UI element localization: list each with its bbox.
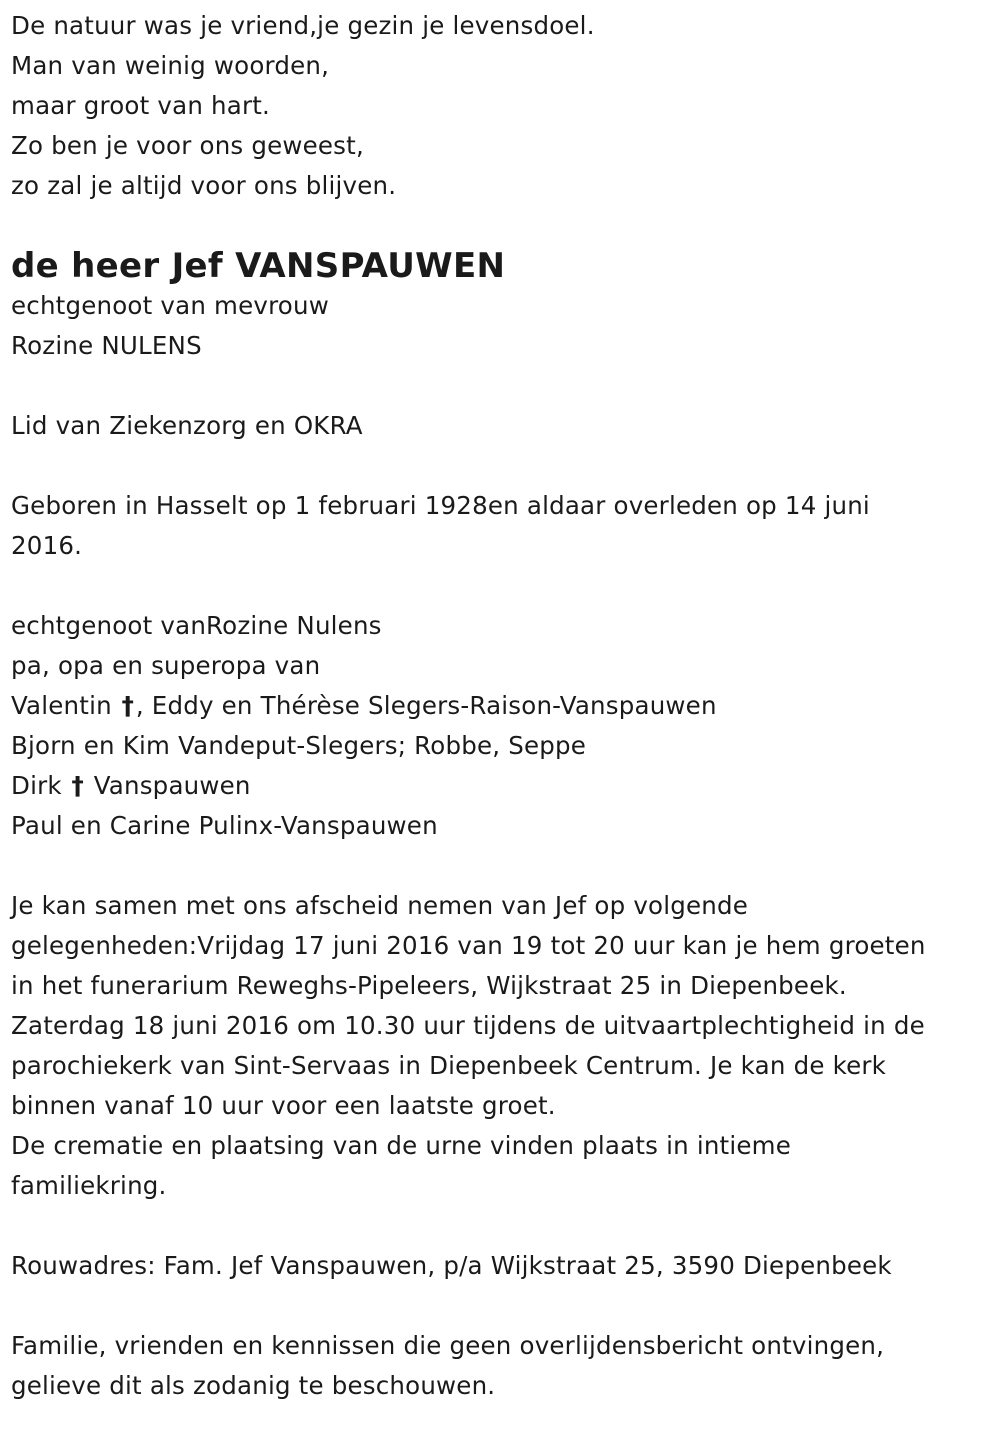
farewell-paragraph <box>11 886 986 1206</box>
spouse-line: echtgenoot van mevrouw <box>11 291 329 320</box>
family-member <box>11 766 986 806</box>
closing-line: Familie, vrienden en kennissen die geen overlijdensbericht ontvingen, <box>11 1331 885 1360</box>
farewell-line: Zaterdag 18 juni 2016 om 10.30 uur tijdens de uitvaartplechtigheid in de <box>11 1011 925 1040</box>
farewell-line: De crematie en plaatsing van de urne vinden plaats in intieme <box>11 1131 791 1160</box>
birth-death-line: 2016. <box>11 531 83 560</box>
family-member-text: Dirk <box>11 771 70 800</box>
farewell-line: binnen vanaf 10 uur voor een laatste groet. <box>11 1091 556 1120</box>
poem-line: zo zal je altijd voor ons blijven. <box>11 171 397 200</box>
farewell-line: parochiekerk van Sint-Servaas in Diepenbeek Centrum. Je kan de kerk <box>11 1051 887 1080</box>
deceased-name: de heer Jef VANSPAUWEN <box>11 246 506 286</box>
membership: Lid van Ziekenzorg en OKRA <box>11 411 363 440</box>
family-member-text: Valentin <box>11 691 120 720</box>
family-member-text: Paul en Carine Pulinx-Vanspauwen <box>11 811 438 840</box>
family-role: pa, opa en superopa van <box>11 651 321 680</box>
mourning-address: Rouwadres: Fam. Jef Vanspauwen, p/a Wijkstraat 25, 3590 Diepenbeek <box>11 1251 892 1280</box>
poem-line: maar groot van hart. <box>11 91 271 120</box>
family-spouse: echtgenoot vanRozine Nulens <box>11 611 382 640</box>
spacer <box>11 846 986 886</box>
spacer <box>11 566 986 606</box>
cross-icon: † <box>71 771 84 800</box>
closing-paragraph <box>11 1326 986 1406</box>
poem-line: De natuur was je vriend,je gezin je levensdoel. <box>11 11 595 40</box>
spacer <box>11 1206 986 1246</box>
farewell-line: in het funerarium Reweghs-Pipeleers, Wijkstraat 25 in Diepenbeek. <box>11 971 847 1000</box>
spacer <box>11 446 986 486</box>
spacer <box>11 366 986 406</box>
family-member-text: Bjorn en Kim Vandeput-Slegers; Robbe, Seppe <box>11 731 587 760</box>
poem-line: Man van weinig woorden, <box>11 51 330 80</box>
birth-death-line: Geboren in Hasselt op 1 februari 1928en aldaar overleden op 14 juni <box>11 491 870 520</box>
poem-line: Zo ben je voor ons geweest, <box>11 131 364 160</box>
farewell-line: familiekring. <box>11 1171 167 1200</box>
cross-icon: † <box>121 691 135 720</box>
farewell-line: Je kan samen met ons afscheid nemen van Jef op volgende <box>11 891 749 920</box>
family-member <box>11 806 986 846</box>
death-notice <box>11 6 986 1406</box>
family-member-text: , Eddy en Thérèse Slegers-Raison-Vanspauwen <box>135 691 717 720</box>
family-member <box>11 726 986 766</box>
poem <box>11 6 986 206</box>
family-member-text: Vanspauwen <box>85 771 251 800</box>
spacer <box>11 1286 986 1326</box>
family-list <box>11 606 986 846</box>
farewell-line: gelegenheden:Vrijdag 17 juni 2016 van 19 tot 20 uur kan je hem groeten <box>11 931 926 960</box>
spouse-name: Rozine NULENS <box>11 331 202 360</box>
family-member <box>11 686 986 726</box>
closing-line: gelieve dit als zodanig te beschouwen. <box>11 1371 496 1400</box>
